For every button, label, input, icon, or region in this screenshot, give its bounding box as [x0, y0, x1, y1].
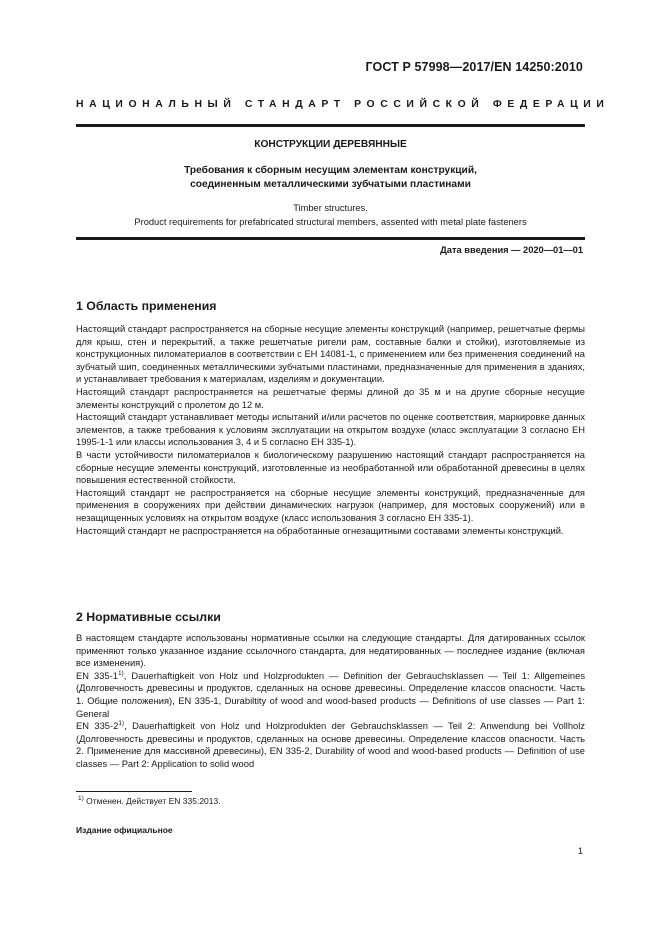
section-1-paragraph: Настоящий стандарт распространяется на решетчатые фермы длиной до 35 м и на другие сборные несущие элементы конструкций с пролетом до 12 м.: [76, 386, 585, 410]
reference-en-335-1: [76, 670, 585, 720]
footnote-text: Отменен. Действует EN 335:2013.: [83, 796, 221, 806]
footnote-marker: 1): [117, 669, 124, 677]
reference-text: , Dauerhaftigkeit von Holz und Holzprodukten der Gebrauchsklassen — Teil 2: Anwendung bei Vollholz (Долговечность древесины и продуктов, сделанных на основе древесины. Определение классов опасности. Часть 2. Применение для массивной древесины), EN 335-2, Durability of wood and wood-based products — Definition of use classes — Part 2: Application to solid wood: [76, 721, 585, 769]
section-1-paragraph: В части устойчивости пиломатериалов к биологическому разрушению настоящий стандарт распространяется на сборные несущие элементы конструкций, изготовленные из необработанной или обработанной древесины в целях повышения естественной стойкости.: [76, 449, 585, 486]
page-number: 1: [577, 846, 583, 856]
introduction-date: Дата введения — 2020—01—01: [440, 245, 583, 255]
reference-en-335-2: [76, 720, 585, 770]
english-title-line-1: Timber structures.: [293, 203, 368, 213]
section-2-paragraph: В настоящем стандарте использованы нормативные ссылки на следующие стандарты. Для датированных ссылок применяют только указанное издание ссылочного стандарта, для недатированных — последнее издание (включая все изменения).: [76, 633, 585, 669]
document-title: КОНСТРУКЦИИ ДЕРЕВЯННЫЕ: [254, 139, 407, 150]
subtitle-line-2: соединенным металлическими зубчатыми пластинами: [190, 179, 471, 190]
english-title-line-2: Product requirements for prefabricated structural members, assented with metal plate fasteners: [134, 217, 527, 227]
reference-code: EN 335-2: [76, 721, 119, 732]
section-1-heading: 1 Область применения: [76, 299, 217, 313]
section-1-body: [76, 323, 585, 537]
section-2-heading: 2 Нормативные ссылки: [76, 610, 221, 624]
section-1-paragraph: Настоящий стандарт распространяется на сборные несущие элементы конструкций (например, решетчатые фермы для крыш, стен и перекрытий, а также решетчатые ригели рам, составные балки и стойки), изготовляемые из конструкционных пиломатериалов в соответствии с ЕН 14081-1, с применением или без применения соединений на зубчатый шип, соединенных металлическими зубчатыми пластинами, предназначенные для применения в зданиях, и устанавливает требования к материалам, изделиям и документации.: [76, 324, 585, 385]
footnote-rule: [76, 791, 192, 792]
reference-text: , Dauerhaftigkeit von Holz und Holzprodukten — Definition der Gebrauchsklassen — Teil 1: Allgemeines (Долговечность древесины и продуктов, сделанных на основе древесины. Определение классов опасности. Часть 1. Общие положения), EN 335-1, Durabiltity of wood and wood-based products — Definitions of use classes — Part 1: General: [76, 670, 585, 719]
document-subtitle: [76, 164, 585, 192]
official-edition-label: Издание официальное: [76, 825, 173, 835]
footnote-number: 1): [78, 795, 84, 802]
reference-code: EN 335-1: [76, 670, 118, 681]
standard-code: ГОСТ Р 57998—2017/EN 14250:2010: [365, 60, 583, 74]
section-1-paragraph: Настоящий стандарт устанавливает методы испытаний и/или расчетов по оценке соответствия, маркировке данных элементов, а также требования к условиям эксплуатации на открытом воздухе (класс эксплуатации 3 согласно ЕН 1995-1-1 или классы использования 3, 4 и 5 согласно ЕН 335-1).: [76, 412, 585, 448]
title-bottom-rule: [76, 237, 585, 240]
section-1-paragraph: Настоящий стандарт не распространяется на сборные несущие элементы конструкций, предназначенные для применения в сооружениях при действии динамических нагрузок (например, для мостовых сооружений) или в незащищенных условиях на открытом воздухе (класс использования 3 согласно ЕН 335-1).: [76, 487, 585, 523]
subtitle-line-1: Требования к сборным несущим элементам конструкций,: [184, 165, 477, 176]
footnote-marker: 1): [118, 720, 125, 728]
top-rule: [76, 124, 585, 127]
english-title: [76, 201, 585, 229]
section-2-body: [76, 632, 585, 771]
national-standard-banner: НАЦИОНАЛЬНЫЙ СТАНДАРТ РОССИЙСКОЙ ФЕДЕРАЦИИ: [76, 99, 610, 110]
footnote: [76, 796, 221, 806]
section-1-paragraph: Настоящий стандарт не распространяется на обработанные огнезащитными составами элементы конструкций.: [76, 525, 564, 536]
